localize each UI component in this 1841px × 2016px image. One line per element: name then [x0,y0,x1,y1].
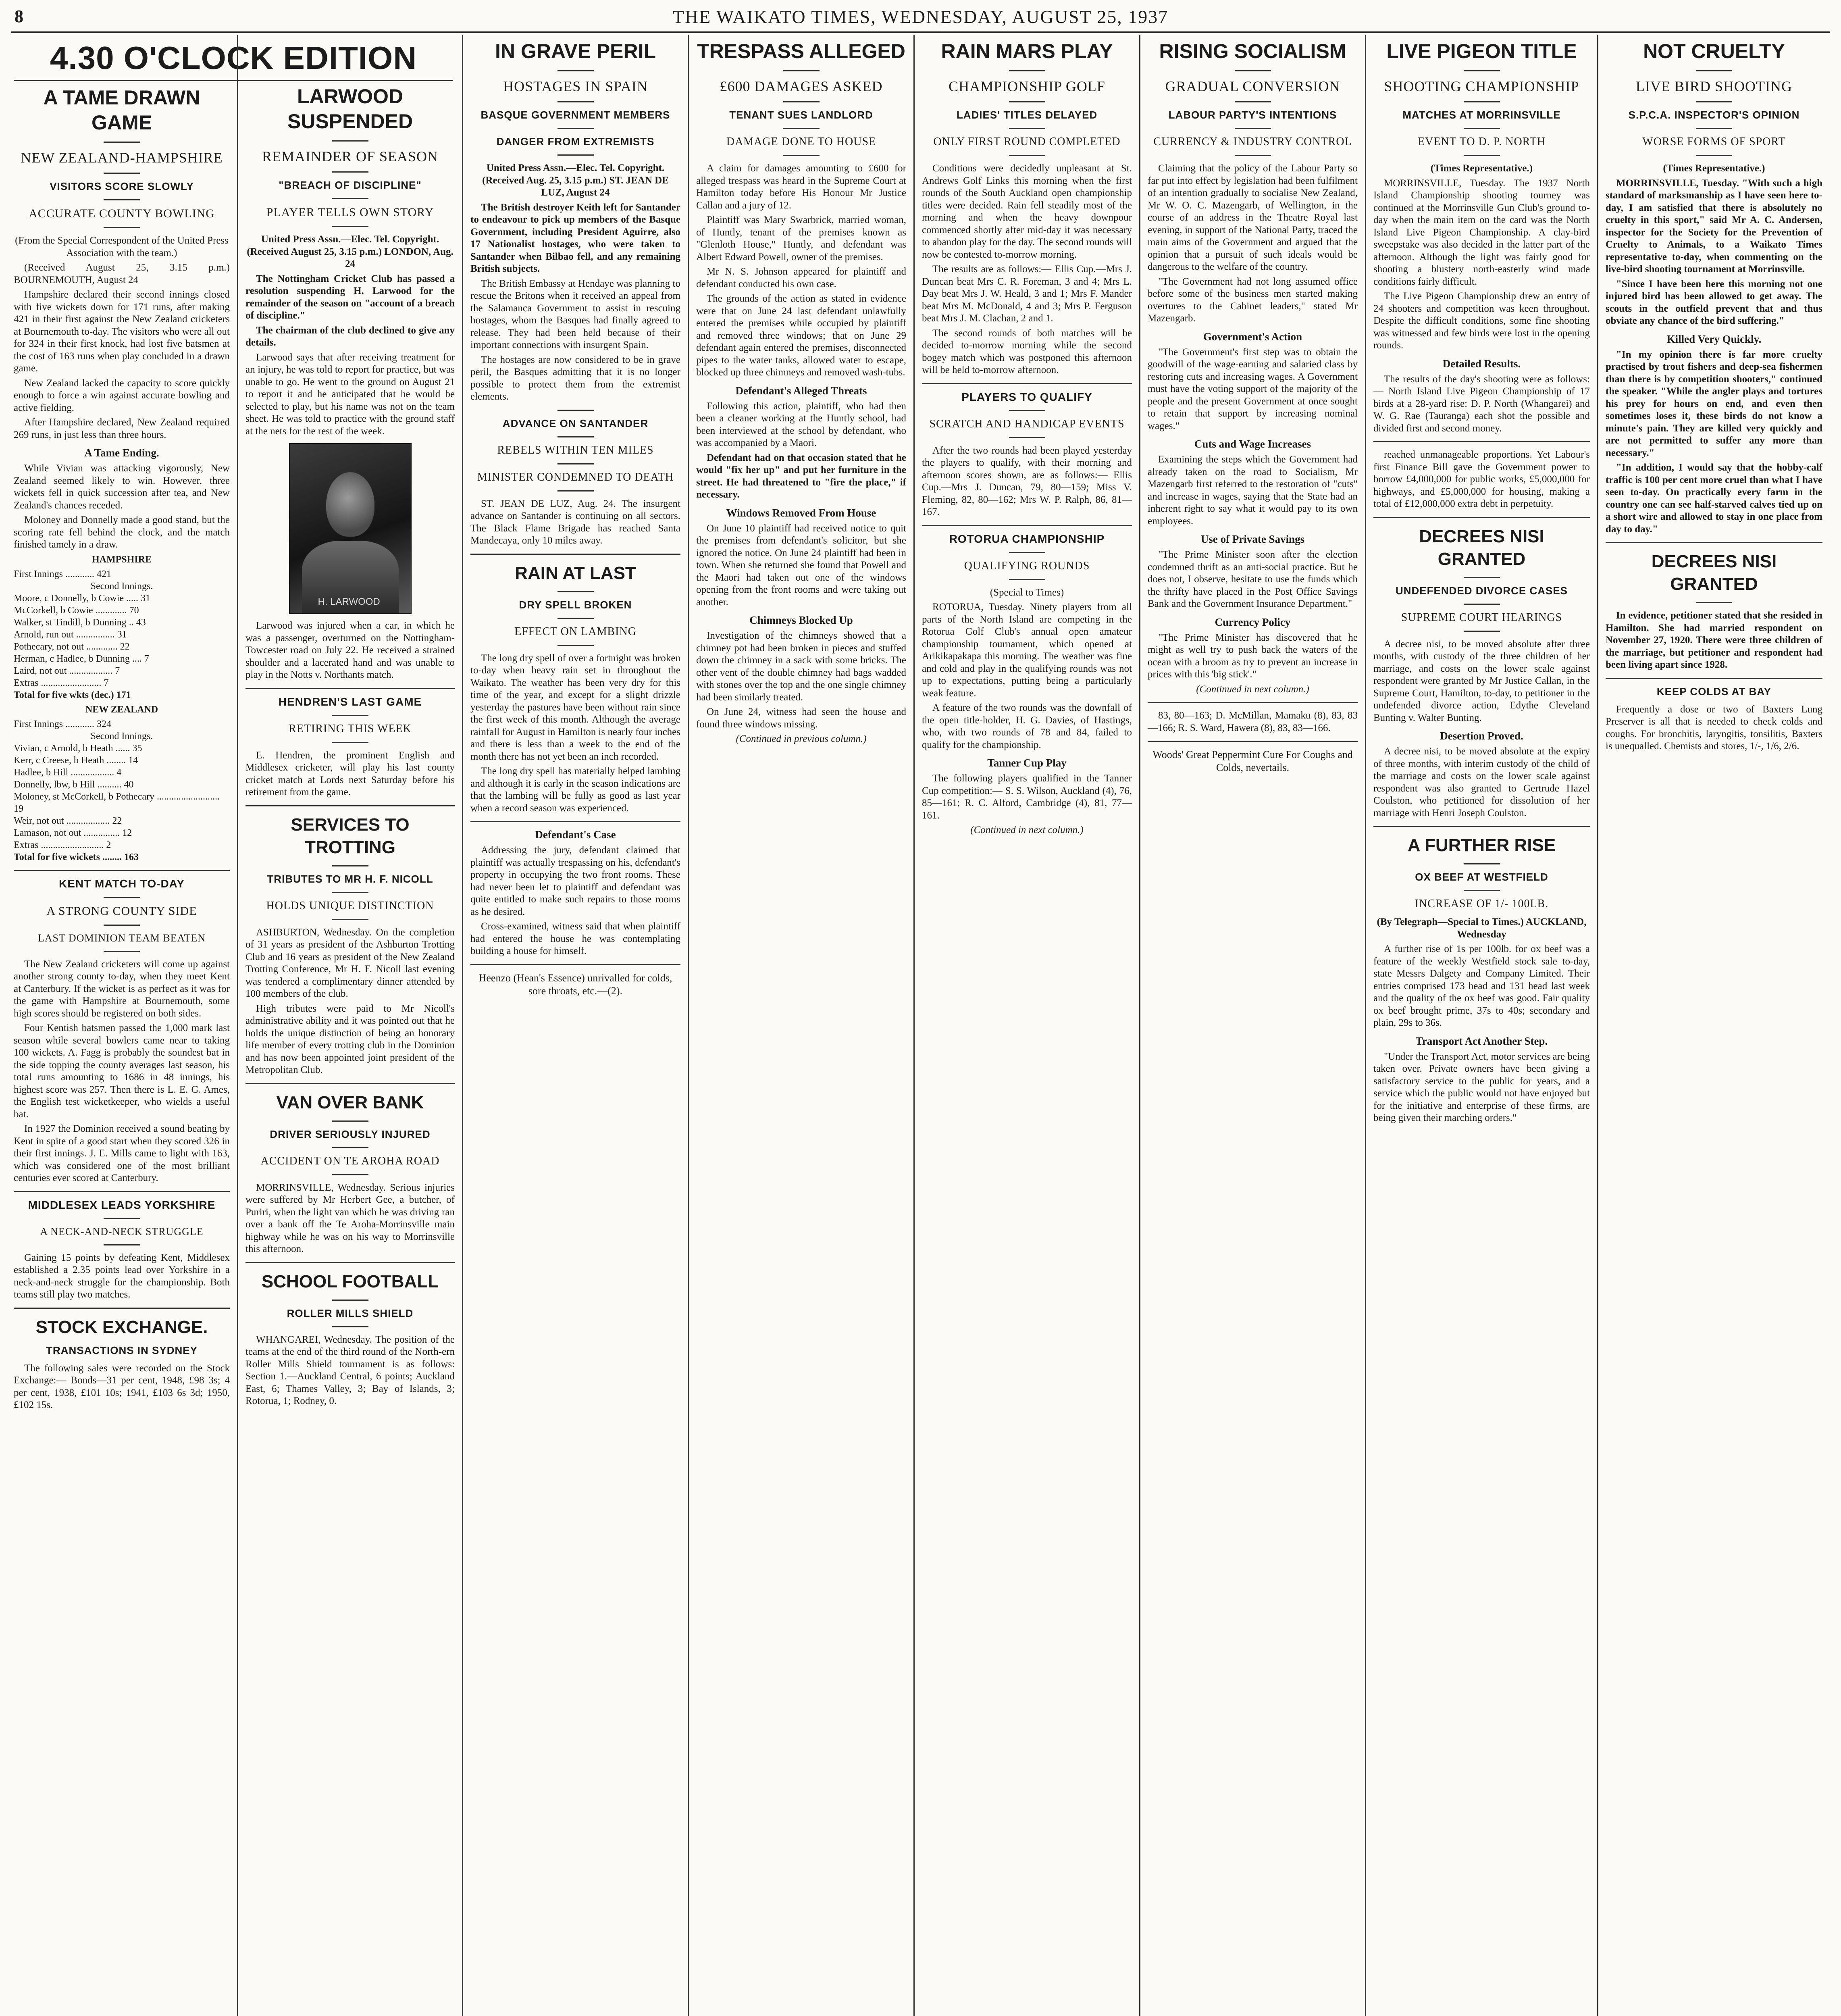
score-line: Donnelly, lbw, b Hill .......... 40 [14,779,134,790]
paragraph: The British Embassy at Hendaye was planning to rescue the Britons when it received an appeal from the Salamanca Government to assist in rescuing hostages, whom the Basques had finally agreed to release. They had been held because of their important connections with insurgent Spain. [470,278,680,350]
subheading: Use of Private Savings [1200,533,1305,545]
subheading: Defendant's Alleged Threats [735,384,867,397]
paragraph: Gaining 15 points by defeating Kent, Middlesex established a 2.35 points lead over Yorkshire in a neck-and-neck struggle for the championship. Both teams still play two matches. [14,1252,230,1300]
paragraph: "The Prime Minister has discovered that he might as well try to push back the waters of the ocean with a broom as try to prevent an increase in prices with this 'big stick'." [1148,632,1358,680]
paragraph: A claim for damages amounting to £600 for alleged trespass was heard in the Supreme Court at Hamilton today before His Honour Mr Justice Callan and a jury of 12. [696,163,906,211]
paragraph: ST. JEAN DE LUZ, Aug. 24. The insurgent advance on Santander is continuing on all sectors. The Black Flame Brigade has reached Santa Mandecaya, only 10 miles away. [470,498,680,546]
headline: VAN OVER BANK [276,1092,424,1112]
deck: INCREASE OF 1/- 100LB. [1415,898,1549,910]
paragraph: Claiming that the policy of the Labour Party so far put into effect by legislation had been fulfilment of an intention gradually to socialise New Zealand, Mr W. O. C. Mazengarb, of Wellington, in the course of an address in the Theatre Royal last evening, in support of the National Party, traced the main aims of the Government and argued that the opinion that a pursuit of such ideals would be dangerous to the welfare of the country. [1148,163,1358,272]
deck: WORSE FORMS OF SPORT [1642,135,1786,148]
headline-larwood: LARWOOD SUSPENDED [287,85,413,133]
deck: NEW ZEALAND-HAMPSHIRE [21,150,223,166]
paragraph: A decree nisi, to be moved absolute at the expiry of three months, with interim custody of the child of the marriage and costs on the lower scale against respondent was also granted to Gertrude Hazel Coulston, who petitioned for dissolution of her marriage with Henri Joseph Coulston. [1373,746,1590,818]
score-line: Kerr, c Creese, b Heath ........ 14 [14,755,138,766]
deck: RETIRING THIS WEEK [289,722,412,735]
edition-banner: 4.30 O'CLOCK EDITION [14,39,453,81]
score-line: Second Innings. [90,731,153,741]
paragraph: The long dry spell of over a fortnight was broken to-day when heavy rain set in throughout the Waikato. The weather has been very dry for this time of the year, and except for a slight drizzle yesterday the pastures have been without rain since the first week of this month. Although the average rainfall for August in Hamilton is nearly four inches and there is less than a week to the end of the month there has not yet been an inch recorded. [470,652,680,762]
paragraph: The chairman of the club declined to give any details. [245,325,455,348]
column-5 [913,35,1139,2016]
paragraph: The long dry spell has materially helped lambing and although it is early in the season indications are that the lambing will be fully as good as last year when a record season was experienced. [470,766,680,814]
paragraph: ROTORUA, Tuesday. Ninety players from all parts of the North Island are competing in the Rotorua Golf Club's annual open amateur championship tournament, which opened at Arikikapakapa this morning. The weather was fine and cold and play in the qualifying rounds was not up to expectations, putting being a particularly weak feature. [922,602,1132,699]
subheading: Detailed Results. [1442,357,1521,370]
score-title: NEW ZEALAND [85,704,158,715]
column-2 [237,35,462,2016]
paragraph: The results of the day's shooting were as follows:— North Island Live Pigeon Championship of 17 birds at a 28-yard rise: D. P. North (Whangarei) and W. G. Rae (Tauranga) each shot the possible and divided first and second money. [1373,373,1590,434]
score-line: Total for five wickets ........ 163 [14,852,139,862]
paragraph: "In addition, I would say that the hobby-calf traffic is 100 per cent more cruel than what I have seen to-day. On practically every farm in the country one can see half-starved calves tied up on a short wire and allowed to stay in one place from day to day." [1606,462,1822,535]
paragraph: "Since I have been here this morning not one injured bird has been allowed to get away. The scouts in the outfield prevent that and thus obviate any chance of the bird suffering." [1606,278,1822,326]
headline-trespass: TRESPASS ALLEGED [697,40,905,62]
paragraph: On June 10 plaintiff had received notice to quit the premises from defendant's solicitor, but she ignored the notice. On June 24 plaintiff had been in town. When she returned she found that Powell and the Maori had taken out one of the windows opening from the front rooms and were taking out another. [696,523,906,608]
headline: HENDREN'S LAST GAME [278,695,422,708]
paragraph: New Zealand lacked the capacity to score quickly enough to force a win against accurate bowling and active fielding. [14,377,230,413]
score-line: Arnold, run out ................ 31 [14,629,127,640]
column-3 [462,35,688,2016]
deck: LAST DOMINION TEAM BEATEN [37,932,206,944]
headline: KENT MATCH TO-DAY [58,877,185,890]
score-line: Walker, st Tindill, b Dunning .. 43 [14,617,146,628]
deck: LIVE BIRD SHOOTING [1636,78,1792,94]
paragraph: Larwood was injured when a car, in which he was a passenger, overturned on the Nottingham-Towcester road on July 22. He received a strained shoulder and a lacerated hand and was unable to play in the Notts v. Northants match. [245,620,455,680]
paragraph: "In my opinion there is far more cruelty practised by trout fishers and deep-sea fishermen than there is by competition shooters," continued the speaker. "While the angler plays and tortures his prey for hours on end, and even then sometimes loses it, these birds do not know a minute's pain. They are killed very quickly and are not permitted to suffer any more than necessary." [1606,349,1822,458]
paragraph: Larwood says that after receiving treatment for an injury, he was told to report for practice, but was unable to go. He went to the ground on August 21 to report it and he anticipated that he would be selected to play, but his name was not on the team sheet. He was told to practice with the ground staff at the nets for the rest of the week. [245,352,455,437]
paragraph: After the two rounds had been played yesterday the players to qualify, with their morning and afternoon scores shown, are as follows:— Ellis Cup.—Mrs J. Duncan, 79, 80—159; Miss V. Fleming, 82, 80—162; Mrs W. P. Ralph, 86, 81—167. [922,445,1132,517]
subheading: Windows Removed From House [726,506,876,519]
paragraph: A further rise of 1s per 100lb. for ox beef was a feature of the weekly Westfield stock sale to-day, state Messrs Dalgety and Company Limited. Their entries comprised 173 head and 131 head last week and the quality of the ox beef was good. Fair quality ox beef brought prime, 37s to 40s; secondary and plain, 29s to 36s. [1373,943,1590,1028]
deck: LABOUR PARTY'S INTENTIONS [1168,109,1337,121]
subheading: Tanner Cup Play [987,757,1067,769]
deck: TENANT SUES LANDLORD [729,109,873,121]
byline: (Times Representative.) [1430,163,1533,174]
headline: DECREES NISI GRANTED [1419,526,1544,569]
paragraph: MORRINSVILLE, Tuesday. The 1937 North Island Championship shooting tourney was continued at the Morrinsville Gun Club's ground to-day when the main item on the card was the North Island Live Pigeon Championship. A clay-bird sweepstake was also decided in the latter part of the afternoon. Although the light was fairly good for shooting a blustery north-easterly wind made conditions fairly difficult. [1373,177,1590,287]
byline: United Press Assn.—Elec. Tel. Copyright. (Received August 25, 3.15 p.m.) LONDON, Aug. 24 [247,234,453,269]
subheading: Government's Action [1203,330,1302,343]
deck: DANGER FROM EXTREMISTS [496,135,655,148]
headline: STOCK EXCHANGE. [35,1317,208,1337]
photo-caption: H. LARWOOD [318,596,380,607]
paragraph: "The Prime Minister soon after the election condemned thrift as an anti-social practice. But he does not, I observe, hesitate to use the funds which the thrifty have placed in the Post Office Savings Bank and the Government Insurance Department." [1148,549,1358,609]
deck: SUPREME COURT HEARINGS [1401,611,1562,624]
advertisement: Frequently a dose or two of Baxters Lung Preserver is all that is needed to check colds and coughs. For bronchitis, laryngitis, tonsilitis, Baxters is unequalled. Chemists and stores, 1/-, 1/6, 2/6. [1606,704,1822,752]
paragraph: The results are as follows:— Ellis Cup.—Mrs J. Duncan beat Mrs C. R. Foreman, 3 and 4; Mrs L. Day beat Mrs J. W. Heald, 3 and 1; Mrs F. Mander beat Mrs M. McDonald, 4 and 3; Mrs P. Ferguson beat Mrs J. M. Clachan, 2 and 1. [922,264,1132,324]
paragraph: Defendant had on that occasion stated that he would "fix her up" and put her furniture in the street. He had threatened to "fire the place," if necessary. [696,452,906,500]
deck: A NECK-AND-NECK STRUGGLE [40,1225,204,1237]
paragraph: On June 24, witness had seen the house and found three windows missing. [696,706,906,730]
masthead-title: THE WAIKATO TIMES, WEDNESDAY, AUGUST 25, 1937 [672,6,1169,27]
paragraph: Examining the steps which the Government had already taken on the road to Socialism, Mr Mazengarb first referred to the restoration of "cuts" and increase in wages, saying that the State had an inherent right to say what it would pay to its own employees. [1148,454,1358,527]
deck: UNDEFENDED DIVORCE CASES [1395,584,1568,597]
dateline: (Received August 25, 3.15 p.m.) BOURNEMOUTH, August 24 [14,262,230,285]
score-line: Extras ......................... 7 [14,677,109,688]
score-line: Herman, c Hadlee, b Dunning .... 7 [14,653,149,664]
paragraph: In evidence, petitioner stated that she resided in Hamilton. She had married respondent on November 27, 1920. There were three children of the marriage, but petitioner and respondent had been living apart since 1928. [1606,610,1822,670]
larwood-photo [289,443,412,614]
headline: A FURTHER RISE [1407,835,1556,855]
paragraph: ASHBURTON, Wednesday. On the completion of 31 years as president of the Ashburton Trotting Club and 16 years as president of the New Zealand Trotting Conference, Mr H. F. Nicoll last evening was tendered a complimentary dinner attended by 100 members of the club. [245,927,455,999]
deck: MATCHES AT MORRINSVILLE [1402,109,1561,121]
paragraph: Hampshire declared their second innings closed with five wickets down for 171 runs, after making 421 in their first against the New Zealand cricketers at Bournemouth to-day. The visitors who were all out for 324 in their first knock, had lost five batsmen at the cost of 163 runs when play concluded in a drawn game. [14,289,230,374]
deck: DAMAGE DONE TO HOUSE [726,135,876,148]
deck: LADIES' TITLES DELAYED [956,109,1098,121]
headline-rising-socialism: RISING SOCIALISM [1159,40,1346,62]
paragraph: Moloney and Donnelly made a good stand, but the scoring rate fell behind the clock, and the match finished tamely in a draw. [14,514,230,550]
headline-drawn-game: A TAME DRAWN GAME [43,86,200,134]
headline: SERVICES TO TROTTING [291,814,410,857]
column-4 [688,35,913,2016]
deck: A STRONG COUNTY SIDE [46,904,197,918]
deck: VISITORS SCORE SLOWLY [50,180,194,192]
headline: DECREES NISI GRANTED [1651,552,1777,594]
subheading: Transport Act Another Step. [1415,1035,1548,1047]
deck: ROLLER MILLS SHIELD [287,1307,414,1319]
subheading: Chimneys Blocked Up [749,614,853,626]
deck: MINISTER CONDEMNED TO DEATH [477,471,674,483]
deck: BASQUE GOVERNMENT MEMBERS [481,109,670,121]
deck: CURRENCY & INDUSTRY CONTROL [1153,135,1352,148]
byline: (By Telegraph—Special to Times.) AUCKLAND, Wednesday [1377,916,1587,940]
paragraph: Following this action, plaintiff, who had then been a cleaner working at the Huntly school, had been interviewed at the school by defendant, who was accompanied by a Maori. [696,400,906,448]
paragraph: Mr N. S. Johnson appeared for plaintiff and defendant conducted his own case. [696,266,906,289]
paragraph: The following sales were recorded on the Stock Exchange:— Bonds—31 per cent, 1948, £98 3s; 4 per cent, 1938, £101 10s; 1941, £103 6s 3d; 1950, £102 15s. [14,1362,230,1410]
deck: PLAYER TELLS OWN STORY [266,206,434,219]
column-6 [1139,35,1365,2016]
paragraph: The Nottingham Cricket Club has passed a resolution suspending H. Larwood for the remainder of the season on "account of a breach of discipline." [245,273,455,321]
score-line: Pothecary, not out ............. 22 [14,641,130,652]
headline-grave-peril: IN GRAVE PERIL [495,40,656,62]
subheading: Killed Very Quickly. [1666,333,1762,345]
paragraph: MORRINSVILLE, Wednesday. Serious injuries were suffered by Mr Herbert Gee, a butcher, of Puriri, when the light van which he was driving ran over a bank off the Te Aroha-Morrinsville main highway while he was on his way to Morrinsville this afternoon. [245,1182,455,1254]
byline: (Special to Times) [990,587,1064,598]
paragraph: In 1927 the Dominion received a sound beating by Kent in spite of a good start when they scored 326 in their first innings. J. E. Mills came to light with 163, which was considered one of the most brilliant centuries ever scored at Canterbury. [14,1123,230,1183]
paragraph: After Hampshire declared, New Zealand required 269 runs, in just less than three hours. [14,417,230,440]
subheading: A Tame Ending. [84,447,159,459]
headline: RAIN AT LAST [515,563,636,583]
continued-note: (Continued in next column.) [970,825,1084,835]
paragraph: The British destroyer Keith left for Santander to endeavour to pick up members of the Basque Government, including President Aguirre, also 17 Nationalist hostages, who were taken to Santander when Bilbao fell, and any remaining British subjects. [470,202,680,274]
deck: S.P.C.A. INSPECTOR'S OPINION [1628,109,1800,121]
deck: CHAMPIONSHIP GOLF [949,78,1105,94]
paragraph: The second rounds of both matches will be decided to-morrow morning while the second bogey match which was postponed this afternoon will be held to-morrow afternoon. [922,327,1132,375]
continued-note: (Continued in previous column.) [736,733,867,744]
headline-live-pigeon: LIVE PIGEON TITLE [1386,40,1577,62]
subheading: Defendant's Case [535,829,616,841]
score-line: Vivian, c Arnold, b Heath ...... 35 [14,743,142,754]
paragraph: High tributes were paid to Mr Nicoll's administrative ability and it was pointed out that he holds the unique distinction of being an honorary life member of every trotting club in the Dominion and has now been appointed joint president of the Metropolitan Club. [245,1003,455,1075]
paragraph: MORRINSVILLE, Tuesday. "With such a high standard of marksmanship as I have seen here to-day, I am satisfied that there is absolutely no cruelty in this sport," said Mr A. C. Andersen, inspector for the Society for the Prevention of Cruelty to Animals, to a Waikato Times representative to-day, when commenting on the live-bird shooting tournament at Morrinsville. [1606,177,1822,275]
score-line: First Innings ............ 421 [14,569,112,579]
score-line: Weir, not out .................. 22 [14,815,122,826]
deck: EFFECT ON LAMBING [514,625,637,638]
paragraph: "Under the Transport Act, motor services are being taken over. Private owners have been giving a satisfactory service to the public for years, and a service which the public would not have enjoyed but for the initiative and enterprise of these firms, are being given their marching orders." [1373,1051,1590,1123]
column-8 [1597,35,1830,2016]
deck: HOSTAGES IN SPAIN [503,78,648,94]
advertisement: Woods' Great Peppermint Cure For Coughs and Colds, nevertails. [1152,749,1353,773]
paragraph: reached unmanageable proportions. Yet Labour's first Finance Bill gave the Government power to borrow £4,000,000 for public works, £5,000,000 for highways, and £5,000,000 for housing, making a total of £12,000,000 extra debt in perpetuity. [1373,449,1590,509]
paragraph: WHANGAREI, Wednesday. The position of the teams at the end of the third round of the North-ern Roller Mills Shield tournament is as follows: Section 1.—Auckland Central, 6 points; Auckland East, 6; Thames Valley, 3; Bay of Islands, 3; Rotorua, 1; Rodney, 0. [245,1334,455,1406]
column-7 [1365,35,1597,2016]
deck: HOLDS UNIQUE DISTINCTION [266,899,434,912]
deck: TRIBUTES TO MR H. F. NICOLL [267,873,433,885]
byline: United Press Assn.—Elec. Tel. Copyright. (Received Aug. 25, 3.15 p.m.) ST. JEAN DE LUZ, August 24 [482,162,669,198]
score-line: McCorkell, b Cowie ............. 70 [14,605,139,616]
paragraph: Plaintiff was Mary Swarbrick, married woman, of Huntly, tenant of the premises known as "Glenloth House," Huntly, and defendant was Albert Edward Powell, owner of the premises. [696,215,906,262]
score-line: Laird, not out .................. 7 [14,665,120,676]
deck: TRANSACTIONS IN SYDNEY [46,1344,198,1356]
headline: PLAYERS TO QUALIFY [961,390,1092,403]
paragraph: The hostages are now considered to be in grave peril, the Basques admitting that it is no longer possible to protect them from the extremist elements. [470,354,680,402]
paragraph: The Live Pigeon Championship drew an entry of 24 shooters and competition was keen throughout. Despite the difficult conditions, some fine shooting was witnessed and few birds were lost in the opening rounds. [1373,291,1590,351]
headline: SCHOOL FOOTBALL [261,1271,439,1291]
byline: (From the Special Correspondent of the United Press Association with the team.) [15,235,229,258]
advertisement: Heenzo (Hean's Essence) unrivalled for colds, sore throats, etc.—(2). [478,972,672,997]
deck: ACCIDENT ON TE AROHA ROAD [260,1154,440,1167]
headline: ROTORUA CHAMPIONSHIP [949,532,1105,545]
paragraph: Conditions were decidedly unpleasant at St. Andrews Golf Links this morning when the first rounds of the South Auckland open championship titles were decided. Rain fell steadily most of the morning and when the heavy downpour commenced shortly after mid-day it was necessary to abandon play for the day. The second rounds will now be contested to-morrow morning. [922,163,1132,260]
page-number: 8 [15,6,23,26]
deck: ONLY FIRST ROUND COMPLETED [933,135,1121,148]
paragraph: Addressing the jury, defendant claimed that plaintiff was actually trespassing on his, defendant's property in occupying the two front rooms. These had never been let to plaintiff and defendant was quite entitled to make such repairs to those rooms as he desired. [470,845,680,917]
score-line: Moore, c Donnelly, b Cowie ..... 31 [14,593,151,604]
deck: REMAINDER OF SEASON [262,148,439,165]
deck: DRIVER SERIOUSLY INJURED [270,1128,431,1140]
deck: ADVANCE ON SANTANDER [502,417,649,429]
score-line: Lamason, not out ............... 12 [14,827,132,838]
deck: OX BEEF AT WESTFIELD [1415,871,1548,883]
paragraph: "The Government had not long assumed office before some of the business men started making overtures to the Cabinet leaders," stated Mr Mazengarb. [1148,276,1358,324]
headline-not-cruelty: NOT CRUELTY [1643,40,1785,62]
deck: "BREACH OF DISCIPLINE" [279,179,422,191]
paragraph: Investigation of the chimneys showed that a chimney pot had been broken in pieces and stuffed down the chimney in a sack with some bricks. The other vent of the double chimney had bags wadded with stones over the top and the one single chimney had been similarly treated. [696,630,906,703]
paragraph: A feature of the two rounds was the downfall of the open title-holder, H. G. Davies, of Hastings, who, with two rounds of 78 and 84, failed to qualify for the championship. [922,702,1132,750]
deck: REBELS WITHIN TEN MILES [497,444,654,456]
paragraph: E. Hendren, the prominent English and Middlesex cricketer, will play his last county cricket match at Lords next Saturday before his retirement from the game. [245,750,455,798]
paragraph: A decree nisi, to be moved absolute after three months, with custody of the three children of her marriage, and costs on the lower scale against respondent were granted by Mr Justice Callan, in the Supreme Court, Hamilton, to-day, to petitioner in the undefended divorce action, Edythe Cleveland Bunting v. Walter Bunting. [1373,638,1590,723]
continued-note: (Continued in next column.) [1196,683,1309,695]
deck: ACCURATE COUNTY BOWLING [29,207,215,220]
deck: SHOOTING CHAMPIONSHIP [1384,78,1579,94]
deck: £600 DAMAGES ASKED [720,78,883,94]
scoreboard-hampshire [14,554,230,863]
paragraph: The New Zealand cricketers will come up against another strong county to-day, when they meet Kent at Canterbury. If the wicket is as perfect as it was for the game with Hampshire at Bournemouth, some high scores should be registered on both sides. [14,958,230,1019]
deck: SCRATCH AND HANDICAP EVENTS [929,417,1125,430]
subheading: Desertion Proved. [1440,730,1523,742]
paragraph: The grounds of the action as stated in evidence were that on June 24 last defendant unlawfully entered the premises while occupied by plaintiff and removed three windows; that on June 29 defendant again entered the premises, disconnected pipes to the water tanks, allowed water to escape, blocked up three chimneys and removed wash-tubs. [696,293,906,378]
score-line: Moloney, st McCorkell, b Pothecary .......................... 19 [14,791,220,814]
deck: QUALIFYING ROUNDS [964,559,1090,572]
deck: EVENT TO D. P. NORTH [1417,135,1546,148]
paragraph: While Vivian was attacking vigorously, New Zealand seemed likely to win. However, three wickets fell in quick succession after tea, and New Zealand's chances receded. [14,463,230,511]
subheading: Currency Policy [1215,616,1291,628]
paragraph: The following players qualified in the Tanner Cup competition:— S. S. Wilson, Auckland (4), 76, 85—161; R. C. Alford, Cambridge (4), 81, 77—161. [922,773,1132,821]
score-line: First Innings ............ 324 [14,719,112,729]
score-title: HAMPSHIRE [92,554,152,565]
score-line: Extras .......................... 2 [14,839,111,850]
headline-rain-mars-play: RAIN MARS PLAY [941,40,1113,62]
score-line: Hadlee, b Hill .................. 4 [14,767,122,778]
score-line: Second Innings. [90,581,153,591]
ad-heading: KEEP COLDS AT BAY [1656,685,1772,698]
masthead [11,4,1830,33]
paragraph: Cross-examined, witness said that when plaintiff had entered the house he was contemplating building a house for himself. [470,921,680,956]
deck: DRY SPELL BROKEN [519,598,632,611]
headline: MIDDLESEX LEADS YORKSHIRE [28,1198,216,1211]
score-line: Total for five wkts (dec.) 171 [14,689,131,700]
paragraph: Four Kentish batsmen passed the 1,000 mark last season while several bowlers came near to taking 100 wickets. A. Fagg is probably the soundest bat in the side topping the county averages last season, his total runs amounting to 1686 in 48 innings, his highest score was 257. Then there is L. E. G. Ames, the English test wicketkeeper, who wields a useful bat. [14,1023,230,1120]
deck: GRADUAL CONVERSION [1165,78,1340,94]
subheading: Cuts and Wage Increases [1194,438,1311,450]
paragraph: "The Government's first step was to obtain the goodwill of the wage-earning and salaried class by restoring cuts and increasing wages. A Government must have the voting support of the majority of the people and the present Government at once sought to retain that support by increasing nominal wages." [1148,346,1358,431]
byline: (Times Representative.) [1663,163,1765,174]
paragraph: 83, 80—163; D. McMillan, Mamaku (8), 83, 83—166; R. S. Ward, Hawera (8), 83, 83—166. [1148,710,1358,733]
